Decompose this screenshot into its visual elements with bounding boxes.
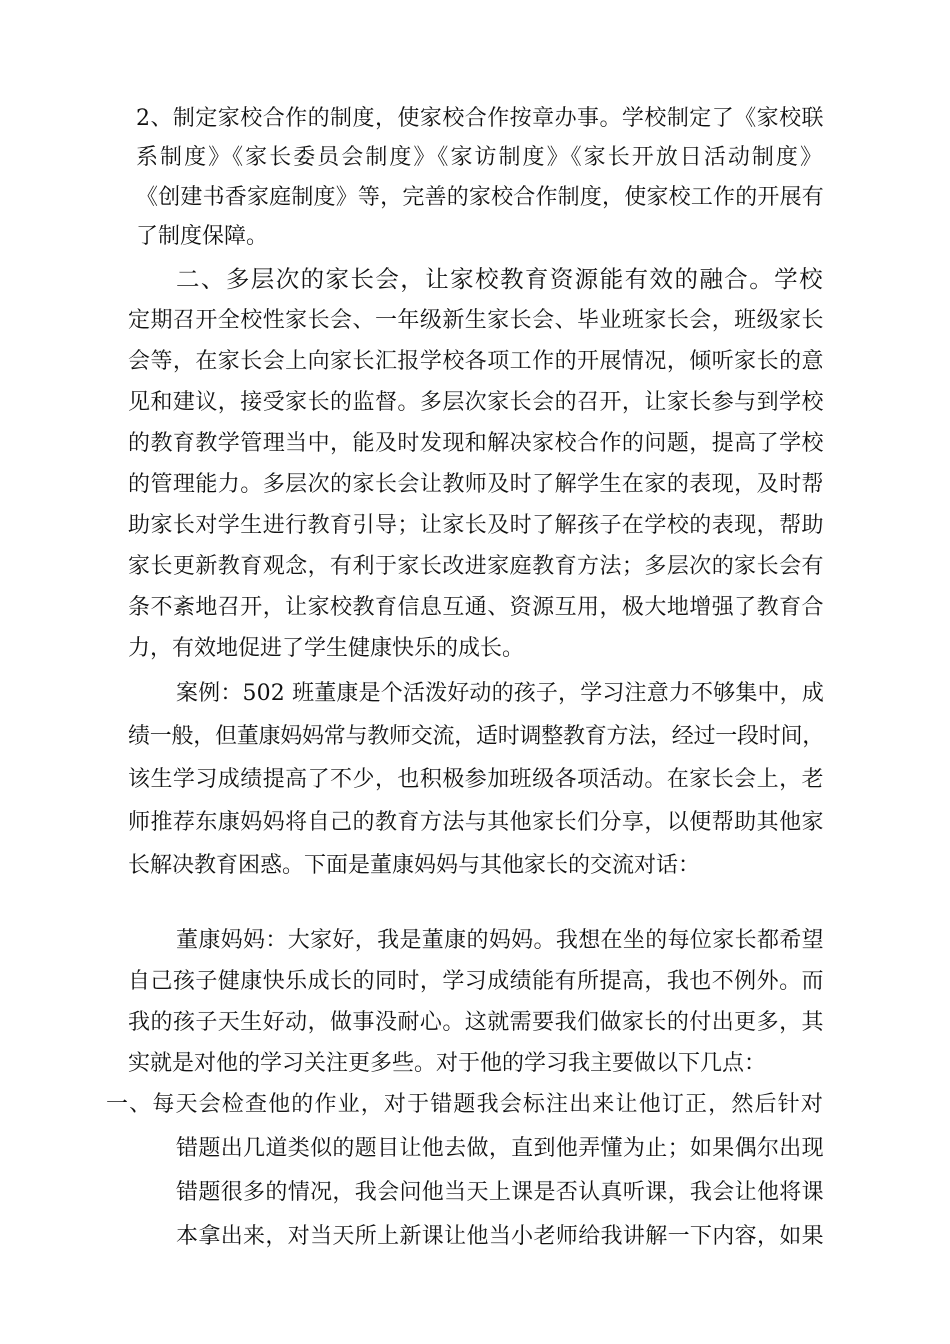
section2-line-4: 见和建议，接受家长的监督。多层次家长会的召开，让家长参与到学校 xyxy=(128,390,824,415)
case-line-1: 案例：502 班董康是个活泼好动的孩子，学习注意力不够集中，成 xyxy=(176,681,824,706)
mother-line-4: 实就是对他的学习关注更多些。对于他的学习我主要做以下几点： xyxy=(128,1051,767,1076)
section2-line-7: 助家长对学生进行教育引导；让家长及时了解孩子在学校的表现，帮助 xyxy=(128,513,824,538)
section2-line-3: 会等，在家长会上向家长汇报学校各项工作的开展情况，倾听家长的意 xyxy=(128,349,824,374)
section2-line-1: 二、多层次的家长会，让家校教育资源能有效的融合。学校 xyxy=(176,265,824,293)
section2-line-10: 力，有效地促进了学生健康快乐的成长。 xyxy=(128,636,525,661)
item2-line-4: 了制度保障。 xyxy=(136,224,269,249)
section2-line-8: 家长更新教育观念，有利于家长改进家庭教育方法；多层次的家长会有 xyxy=(128,554,824,579)
point1-line-4: 本拿出来，对当天所上新课让他当小老师给我讲解一下内容，如果 xyxy=(176,1224,824,1249)
item2-line-3: 《创建书香家庭制度》等，完善的家校合作制度，使家校工作的开展有 xyxy=(136,185,824,210)
section2-line-2: 定期召开全校性家长会、一年级新生家长会、毕业班家长会，班级家长 xyxy=(128,308,824,333)
point1-line-2: 错题出几道类似的题目让他去做，直到他弄懂为止；如果偶尔出现 xyxy=(176,1136,824,1161)
case-line-4: 师推荐东康妈妈将自己的教育方法与其他家长们分享，以便帮助其他家 xyxy=(128,810,824,835)
mother-line-3: 我的孩子天生好动，做事没耐心。这就需要我们做家长的付出更多，其 xyxy=(128,1010,824,1035)
section2-line-6: 的管理能力。多层次的家长会让教师及时了解学生在家的表现，及时帮 xyxy=(128,472,824,497)
item2-line-2: 系制度》《家长委员会制度》《家访制度》《家长开放日活动制度》 xyxy=(136,145,824,170)
mother-line-2: 自己孩子健康快乐成长的同时，学习成绩能有所提高，我也不例外。而 xyxy=(128,969,824,994)
point1-line-3: 错题很多的情况，我会问他当天上课是否认真听课，我会让他将课 xyxy=(176,1180,824,1205)
case-line-2: 绩一般，但董康妈妈常与教师交流，适时调整教育方法，经过一段时间， xyxy=(128,724,824,749)
case-line-5: 长解决教育困惑。下面是董康妈妈与其他家长的交流对话： xyxy=(128,853,701,878)
case-line-3: 该生学习成绩提高了不少，也积极参加班级各项活动。在家长会上，老 xyxy=(128,767,824,792)
point1-line-1: 一、每天会检查他的作业，对于错题我会标注出来让他订正，然后针对 xyxy=(106,1092,824,1117)
item2-line-1: 2、制定家校合作的制度，使家校合作按章办事。学校制定了《家校联 xyxy=(136,106,824,131)
section2-line-5: 的教育教学管理当中，能及时发现和解决家校合作的问题，提高了学校 xyxy=(128,431,824,456)
section2-line-9: 条不紊地召开，让家校教育信息互通、资源互用，极大地增强了教育合 xyxy=(128,595,824,620)
mother-line-1: 董康妈妈：大家好，我是董康的妈妈。我想在坐的每位家长都希望 xyxy=(176,928,824,953)
